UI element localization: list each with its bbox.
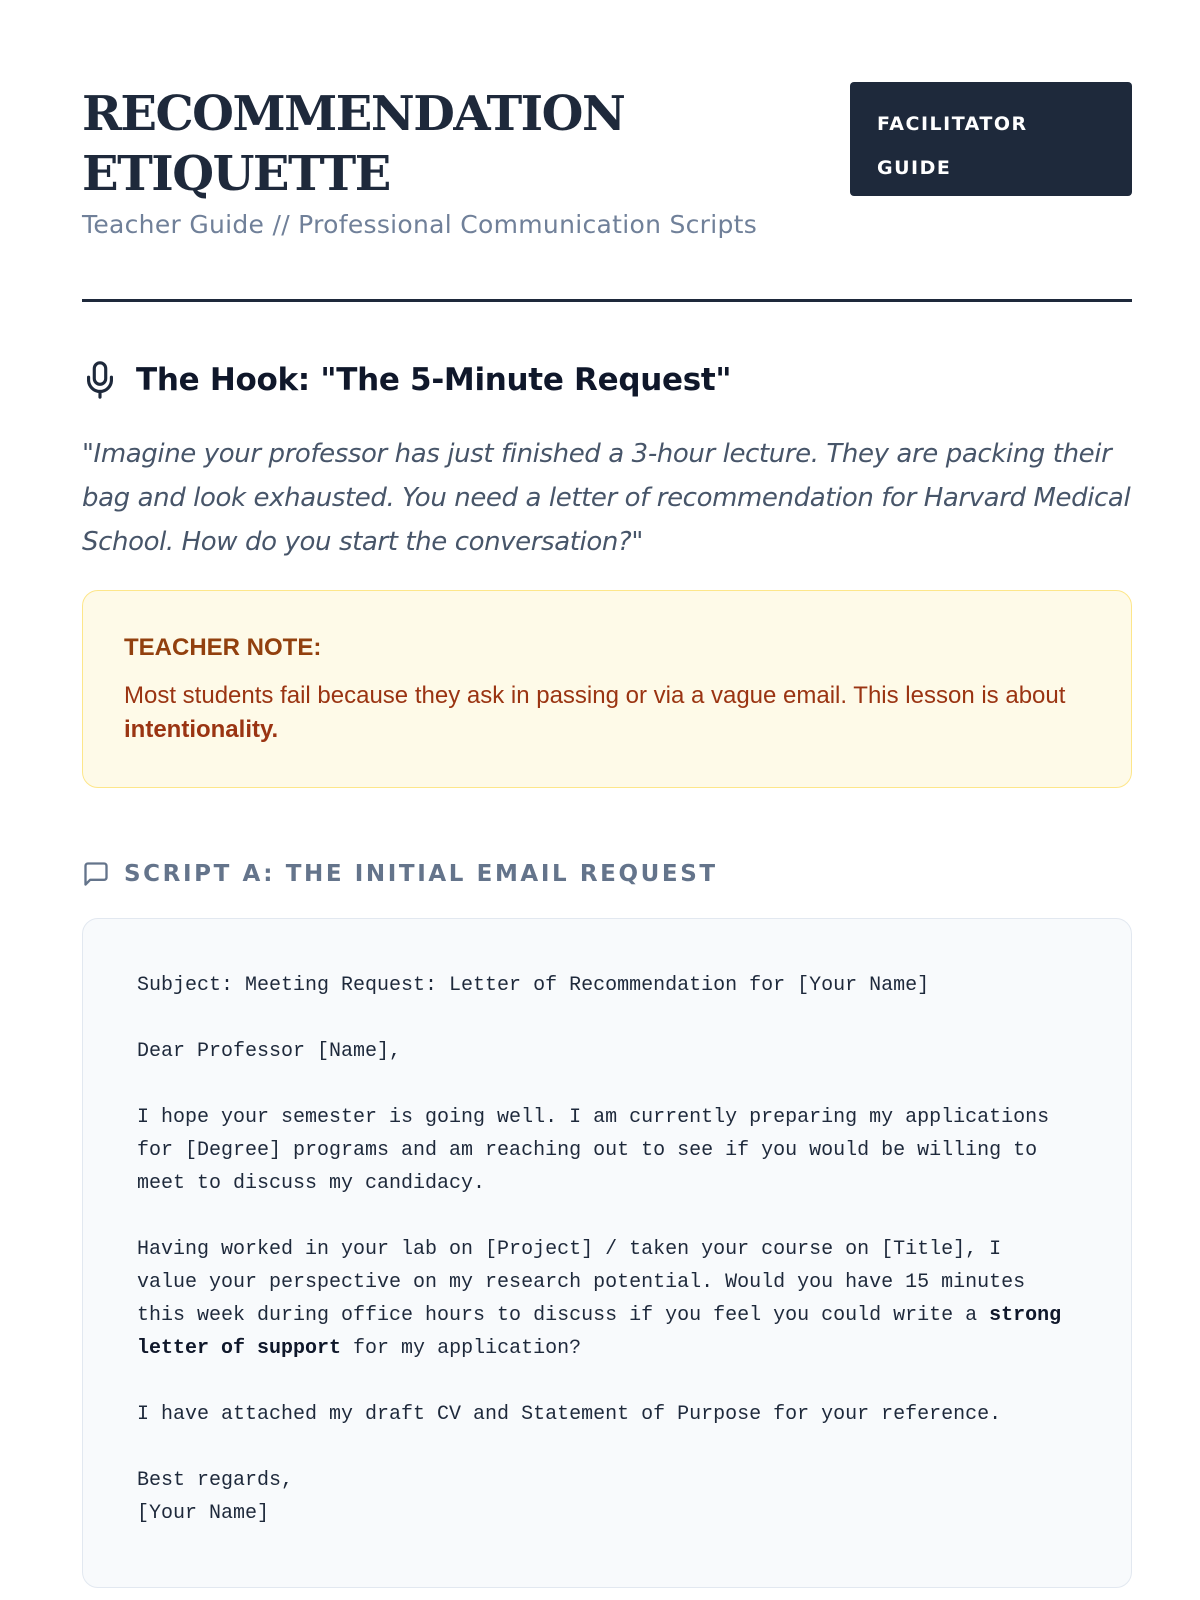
teacher-note-emphasis: intentionality. [124, 716, 279, 743]
email-para2-line3 [137, 1299, 1091, 1332]
teacher-note-label: TEACHER NOTE: [124, 634, 322, 661]
email-blank-line [137, 1365, 1091, 1398]
teacher-note [82, 590, 1132, 788]
email-subject: Subject: Meeting Request: Letter of Recommendation for [Your Name] [137, 974, 930, 997]
title-line-1: RECOMMENDATION [82, 86, 625, 142]
email-blank-line [137, 1431, 1091, 1464]
email-para2-line4-text: for my application? [341, 1337, 582, 1360]
email-para1-line1: I hope your semester is going well. I am currently preparing my applications [137, 1106, 1050, 1129]
hook-title: The Hook: "The 5-Minute Request" [136, 362, 732, 398]
email-para2-line4 [137, 1332, 1091, 1365]
email-greeting: Dear Professor [Name], [137, 1040, 402, 1063]
teacher-note-text [124, 679, 1091, 747]
email-signature: [Your Name] [137, 1502, 270, 1525]
email-blank-line [137, 1068, 1091, 1101]
hook-heading [82, 356, 731, 404]
microphone-icon [82, 360, 118, 400]
teacher-note-body: Most students fail because they ask in passing or via a vague email. This lesson is about [124, 682, 1066, 709]
chat-bubble-icon [82, 860, 110, 888]
script-a-title: SCRIPT A: THE INITIAL EMAIL REQUEST [124, 861, 718, 887]
email-blank-line [137, 1200, 1091, 1233]
email-para2-line1: Having worked in your lab on [Project] / taken your course on [Title], I [137, 1238, 1002, 1261]
email-closing: Best regards, [137, 1469, 294, 1492]
email-script-box [82, 918, 1132, 1588]
facilitator-guide-badge [850, 82, 1132, 196]
badge-line-2: GUIDE [877, 157, 952, 179]
script-a-heading [82, 856, 718, 892]
hook-quote: "Imagine your professor has just finished a 3-hour lecture. They are packing their bag and look exhausted. You need a letter of recommendation for Harvard Medical School. How do you start the conversation?" [82, 439, 1131, 557]
page-subtitle: Teacher Guide // Professional Communication Scripts [82, 210, 758, 239]
email-emphasis-letter-of-support: letter of support [137, 1337, 342, 1360]
email-para2-line2: value your perspective on my research potential. Would you have 15 minutes [137, 1271, 1026, 1294]
email-blank-line [137, 1002, 1091, 1035]
email-para1-line3: meet to discuss my candidacy. [137, 1172, 486, 1195]
email-para2-line3-text: this week during office hours to discuss if you feel you could write a [137, 1304, 990, 1327]
badge-line-1: FACILITATOR [877, 113, 1028, 135]
guide-page [82, 0, 1132, 1525]
email-para3: I have attached my draft CV and Statement of Purpose for your reference. [137, 1403, 1002, 1426]
email-para1-line2: for [Degree] programs and am reaching out to see if you would be willing to [137, 1139, 1038, 1162]
header-divider [82, 299, 1132, 302]
page-header [82, 0, 1132, 303]
email-emphasis-strong: strong [989, 1304, 1062, 1327]
title-line-2: ETIQUETTE [82, 146, 390, 202]
page-title [82, 84, 762, 204]
